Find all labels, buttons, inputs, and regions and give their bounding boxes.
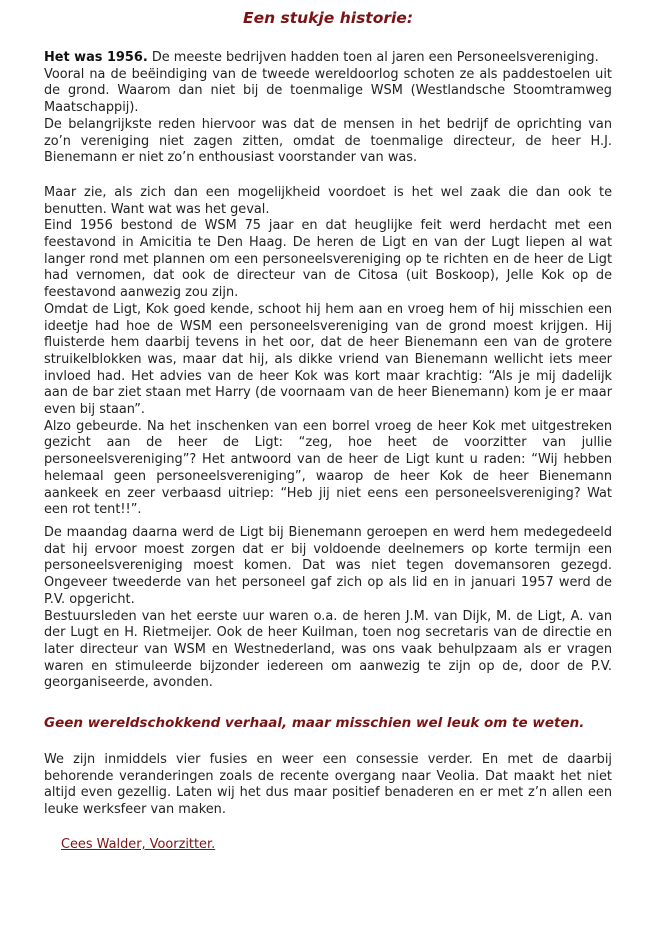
highlight-quote: Geen wereldschokkend verhaal, maar misschien wel leuk om te weten. [44, 715, 585, 732]
paragraph-text: De meeste bedrijven hadden toen al jaren een Personeelsvereniging. [147, 50, 599, 65]
paragraph: Bestuursleden van het eerste uur waren o.a. de heren J.M. van Dijk, M. de Ligt, A. van der Lugt en H. Rietmeijer. Ook de heer Kuilman, toen nog secretaris van de directie en later directeur van WSM en Westnederland, was ons vaak behulpzaam als er vragen waren en stimuleerde bijzonder iedereen om aanwezig te zijn op de, door de P.V. georganiseerde, avonden. [44, 608, 612, 691]
paragraph [44, 50, 612, 67]
section-intro [44, 50, 612, 167]
article [44, 8, 612, 854]
article-title: Een stukje historie: [242, 9, 414, 27]
section-founding [44, 525, 612, 692]
paragraph: De maandag daarna werd de Ligt bij Bienemann geroepen en werd hem medegedeeld dat hij ervoor moest zorgen dat er bij voldoende deelnemers op korte termijn een personeelsvereniging moest komen. Dat was niet tegen dovemansoren gezegd. Ongeveer tweederde van het personeel gaf zich op als lid en in januari 1957 werd de P.V. opgericht. [44, 524, 612, 607]
paragraph: Omdat de Ligt, Kok goed kende, schoot hij hem aan en vroeg hem of hij misschien een ideetje had hoe de WSM een personeelsvereniging van de grond moest krijgen. Hij fluisterde hem daarbij tevens in het oor, dat de heer Bienemann een van de grotere struikelblokken was, maar dat hij, als dikke vriend van Bienemann wellicht iets meer invloed had. Het advies van de heer Kok was kort maar krachtig: “Als je mij dadelijk aan de bar ziet staan met Harry (de voornaam van de heer Bienemann) kom je er maar even bij staan”. [44, 301, 612, 418]
signature: Cees Walder, Voorzitter. [61, 836, 216, 852]
paragraph: De belangrijkste reden hiervoor was dat de mensen in het bedrijf de oprichting van zo’n vereniging niet zagen zitten, omdat de toenmalige directeur, de heer H.J. Bienemann er niet zo’n enthousiast voorstander van was. [44, 116, 612, 166]
section-anecdote [44, 185, 612, 519]
paragraph: Maar zie, als zich dan een mogelijkheid voordoet is het wel zaak die dan ook te benutten. Want wat was het geval. [44, 184, 612, 217]
closing-paragraph: We zijn inmiddels vier fusies en weer een consessie verder. En met de daarbij behorende veranderingen zoals de recente overgang naar Veolia. Dat maakt het niet altijd even gezellig. Laten wij het dus maar positief benaderen en er met z’n allen een leuke werksfeer van maken. [44, 752, 612, 818]
paragraph: Vooral na de beëindiging van de tweede wereldoorlog schoten ze als paddestoelen uit de grond. Waarom dan niet bij de toenmalige WSM (Westlandsche Stoomtramweg Maatschappij). [44, 66, 612, 116]
paragraph: Alzo gebeurde. Na het inschenken van een borrel vroeg de heer Kok met uitgestreken gezicht aan de heer de Ligt: “zeg, hoe heet de voorzitter van jullie personeelsvereniging”? Het antwoord van de heer de Ligt kunt u raden: “Wij hebben helemaal geen personeelsvereniging”, waarop de heer Kok de heer Bienemann aankeek en zeer verbaasd uitriep: “Heb jij niet eens een personeelsvereniging? Wat een rot tent!!”. [44, 418, 612, 518]
lead-year: Het was 1956. [44, 50, 148, 65]
paragraph: Eind 1956 bestond de WSM 75 jaar en dat heuglijke feit werd herdacht met een feestavond in Amicitia te Den Haag. De heren de Ligt en van der Lugt liepen al wat langer rond met plannen om een personeelsvereniging op te richten en de heer de Ligt had vernomen, dat ook de directeur van de Citosa (uit Boskoop), Jelle Kok op de feestavond aanwezig zou zijn. [44, 218, 612, 301]
